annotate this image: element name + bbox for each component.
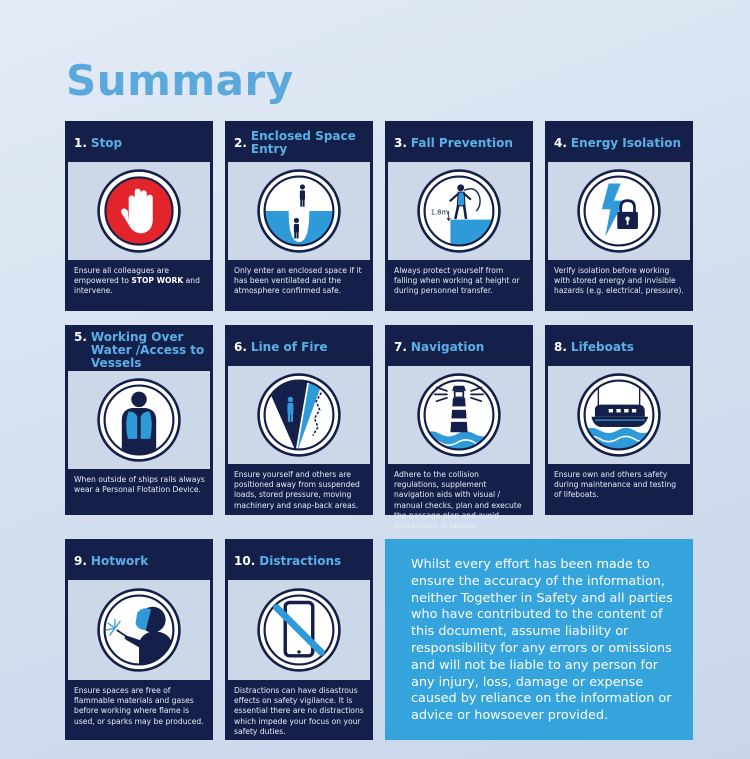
card-title: Line of Fire <box>250 339 328 354</box>
card-number: 6. <box>234 339 247 354</box>
card-description: Distractions can have disastrous effects on safety vigilance. It is essential there are no distractions which impede your focus on your safety duties. <box>234 686 364 736</box>
card-icon-area <box>548 366 690 464</box>
card-lifeboats <box>545 325 693 515</box>
card-title: Hotwork <box>90 553 149 568</box>
card-working-over-water <box>65 325 213 515</box>
card-number: 3. <box>394 135 407 150</box>
card-icon-area <box>388 162 530 260</box>
card-header <box>228 328 370 366</box>
card-description: Ensure spaces are free of flammable materials and gases before working where flame is used, or sparks may be produced. <box>74 686 204 726</box>
life-jacket-icon <box>96 377 182 463</box>
card-title: Working Over Water /Access to Vessels <box>90 330 205 370</box>
card-description: When outside of ships rails always wear a Personal Flotation Device. <box>74 475 205 495</box>
card-number: 9. <box>74 553 87 568</box>
card-icon-area <box>68 580 210 680</box>
card-icon-area <box>228 580 370 680</box>
card-energy-isolation <box>545 121 693 311</box>
card-description: Always protect yourself from falling when working at height or during personnel transfer. <box>394 266 520 296</box>
enclosed-space-icon <box>256 168 342 254</box>
stop-hand-icon <box>96 168 182 254</box>
card-header <box>68 542 210 580</box>
card-header <box>548 328 690 366</box>
card-icon-area <box>548 162 690 260</box>
card-line-of-fire <box>225 325 373 515</box>
card-header <box>388 124 530 162</box>
card-header <box>548 124 690 162</box>
card-title: Fall Prevention <box>410 135 513 150</box>
card-title: Enclosed Space Entry <box>250 129 356 156</box>
page-title: Summary <box>66 56 294 105</box>
card-hotwork <box>65 539 213 740</box>
card-description: Verify isolation before working with stored energy and invisible hazards (e.g. electrical, pressure). <box>554 266 684 296</box>
card-header <box>388 328 530 366</box>
card-title: Navigation <box>410 339 485 354</box>
card-stop <box>65 121 213 311</box>
card-title: Distractions <box>259 553 342 568</box>
card-number: 10. <box>234 553 256 568</box>
disclaimer-box: Whilst every effort has been made to ensure the accuracy of the information, neither Together in Safety and all parties who have contributed to the content of this document, assume liability or responsibility for any errors or omissions and will not be liable to any person for any injury, loss, damage or expense caused by reliance on the information or advice or howsoever provided. <box>385 539 693 740</box>
card-icon-area <box>68 162 210 260</box>
card-header <box>68 124 210 162</box>
card-description: Ensure own and others safety during maintenance and testing of lifeboats. <box>554 470 677 500</box>
energy-isolation-icon <box>576 168 662 254</box>
card-description: Ensure all colleagues are empowered to STOP WORK and intervene. <box>74 266 200 296</box>
line-of-fire-icon <box>256 372 342 458</box>
card-description: Ensure yourself and others are positioned away from suspended loads, stored pressure, moving machinery and snap-back areas. <box>234 470 360 510</box>
card-enclosed-space-entry <box>225 121 373 311</box>
card-header <box>228 542 370 580</box>
card-navigation <box>385 325 533 531</box>
height-label: 1.8m <box>430 208 449 217</box>
lighthouse-icon <box>416 372 502 458</box>
no-phone-icon <box>256 587 342 673</box>
fall-prevention-icon <box>416 168 502 254</box>
card-header <box>228 124 370 162</box>
card-number: 8. <box>554 339 567 354</box>
card-number: 7. <box>394 339 407 354</box>
card-number: 5. <box>74 330 87 344</box>
card-number: 2. <box>234 135 247 150</box>
card-distractions <box>225 539 373 740</box>
welding-icon <box>96 587 182 673</box>
lifeboat-icon <box>576 372 662 458</box>
card-icon-area <box>228 366 370 464</box>
card-number: 4. <box>554 135 567 150</box>
card-icon-area <box>68 371 210 469</box>
card-title: Energy Isolation <box>570 135 682 150</box>
card-number: 1. <box>74 135 87 150</box>
card-title: Lifeboats <box>570 339 634 354</box>
card-header <box>68 328 210 371</box>
card-fall-prevention <box>385 121 533 311</box>
stop-work-emphasis: STOP WORK <box>131 276 184 286</box>
card-icon-area <box>388 366 530 464</box>
card-description: Adhere to the collision regulations, supplement navigation aids with visual / manual checks, plan and execute the passage plan and avoid distractions & fatigue. <box>394 470 522 531</box>
card-title: Stop <box>90 135 123 150</box>
card-icon-area <box>228 162 370 260</box>
card-description: Only enter an enclosed space if it has been ventilated and the atmosphere confirmed safe. <box>234 266 362 296</box>
